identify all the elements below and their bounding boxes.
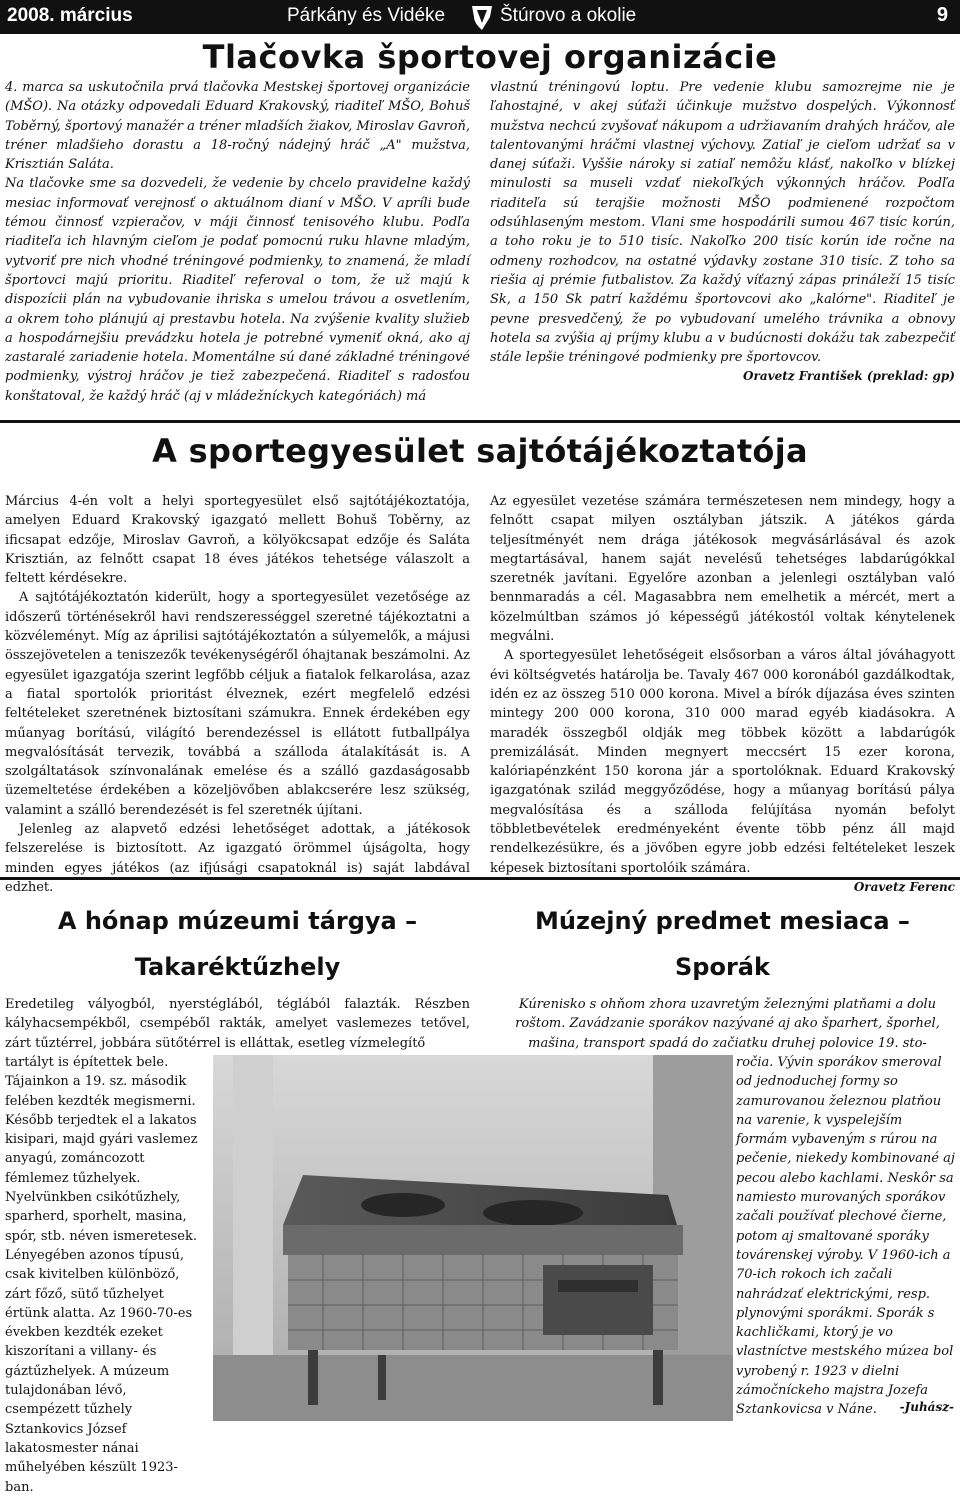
museum-sk-title-line: Múzejný predmet mesiaca – xyxy=(535,907,910,935)
museum-hu-text: tartályt is építettek bele. Tájainkon a 19. sz. második felében kezdték megismerni. Később terjedtek el a lakatos kisipari, majd gyári vaslemez anyagú, zománcozott fémlemez tűzhelyek. Nyelvünkben csikótűzhely, sparherd, sporhelt, masina, spór, stb. néven ismeretesek. Lényegében azonos típusú, csak kivitelben különböző, zárt főző, sütő tűzhelyet értünk alatta. Az 1960-70-es években kezdték ezeket kiszorítani a villany- és gáztűzhelyek. A múzeum tulajdonában lévő, csempézett tűzhely Sztankovics József lakatosmester nánai műhelyében készült 1923-ban. xyxy=(5,1055,198,1495)
sk-article-right-column xyxy=(490,78,955,387)
museum-hu-title-line: Takaréktűzhely xyxy=(134,953,341,981)
newspaper-title-hu: Párkány és Vidéke xyxy=(287,5,446,26)
newspaper-title-sk: Štúrovo a okolie xyxy=(500,5,637,26)
hu-paragraph: Március 4-én volt a helyi sportegyesület első sajtótájékoztatója, amelyen Eduard Krakovský igazgató mellett Bohuš Toběrny, az ificsapat edzője, Miroslav Gavroň, a kölyökcsapat edzője és Saláta Krisztián, az felnőtt csapat 18 éves játékos tehetsége válaszolt a feltett kérdésekre. xyxy=(5,494,470,587)
hu-paragraph: Az egyesület vezetése számára természetesen nem mindegy, hogy a felnőtt csapat milyen osztályban játszik. A játékos gárda teljesítményét nem drága játékosok megvásárlásával és azok megtartásával, hanem saját nevelésű tehetséges labdarúgókkal szeretnék javítani. Egyelőre azonban a jelenlegi osztályban való bennmaradás a cél. Magasabbra nem emelhetik a mércét, mert a közelmúltban számos jó képességű játékostól voltak kénytelenek megválni. xyxy=(490,494,955,645)
museum-sk-title xyxy=(490,898,955,990)
stove-photo-illustration xyxy=(213,1055,733,1421)
section-divider xyxy=(0,877,960,880)
hu-article-right-column xyxy=(490,492,955,897)
hu-article-title: A sportegyesület sajtótájékoztatója xyxy=(152,432,808,470)
museum-hu-title xyxy=(5,898,470,990)
museum-sk-intro: Kúrenisko s ohňom zhora uzavretým železnými platňami a dolu roštom. Zavádzanie sporákov nazývané aj ako šparhert, šporhel, mašina, transport spadá do začiatku druhej polovice 19. sto- xyxy=(515,997,940,1051)
museum-sk-text: ročia. Vývin sporákov smeroval od jednoduchej formy so zamurovanou železnou platňou na varenie, k vyspelejším formám vybaveným s rúrou na pečenie, niekedy kombinované aj pecou alebo kachlami. Neskôr sa namiesto murovaných sporákov začali používať plechové čierne, potom aj smaltované sporáky továrenskej výroby. V 1960-ich a 70-ich rokoch ich začali nahrádzať elektrickými, resp. plynovými sporákmi. Sporák s kachličkami, ktorý je vo vlastníctve mestského múzea bol vyrobený r. 1923 v dielni zámočníckeho majstra Jozefa Sztankovicsa v Náne. xyxy=(736,1055,955,1418)
sk-paragraph: Na tlačovke sme sa dozvedeli, že vedenie by chcelo pravidelne každý mesiac informovať verejnosť o aktuálnom dianí v MŠO. V apríli bude témou činnosť vzpieračov, v máji činnosť tenisového klubu. Podľa riaditeľa ich hlavným cieľom je podať pomocnú ruku hlavne mladým, vytvoriť pre nich vhodné tréningové podmienky, to znamená, že mladí športovci majú prioritu. Riaditeľ referoval o tom, že už majú k dispozícii plán na vybudovanie ihriska s umelou trávou a osvetlením, a okrem toho plánujú aj prestavbu hotela. Na zvýšenie kvality služieb a hospodárnejšiu prevádzku hotela je potrebné vymeniť okná, ako aj zastaralé zariadenie hotela. Momentálne sú dané základné tréningové podmienky, výstroj hráčov je tiež zabezpečená. Riaditeľ s radosťou konštatoval, že každý hráč (aj v mládežníckych kategóriách) má xyxy=(5,176,470,404)
page-header xyxy=(0,0,960,34)
museum-sk-title-line: Sporák xyxy=(675,953,770,981)
hu-paragraph: A sajtótájékoztatón kiderült, hogy a sportegyesület vezetősége az időszerű történésekről havi rendszerességgel szeretné tájékoztatni a közvéleményt. Míg az áprilisi sajtótájékoztatón a súlyemelők, a májusi összejövetelen a teniszezők tevékenységéről óhajtanak beszámolni. Az egyesület igazgatója szerint legfőbb céljuk a fiatalok felkarolása, azaz a fiatal sportolók prioritást élveznek, ezért megfelelő edzési feltételeket szeretnének biztosítani számukra. Ennek érdekében egy műanyag borítású, világító berendezéssel is ellátott futballpálya megvalósítását tervezik, továbbá a szálloda átalakítását is. A szolgáltatások színvonalának emelése és a szálló gazdaságosabb üzemeltetése érdekében a közeljövőben ablakcserére lesz szükség, valamint a szálló berendezését is fel szeretnék újítani. xyxy=(5,590,470,818)
sk-article-signature: Oravetz František (preklad: gp) xyxy=(743,369,955,384)
museum-hu-intro: Eredetileg vályogból, nyerstéglából, téglából falazták. Részben kályhacsempékből, csempéből rakták, amelyet vaslemezes tetővel, zárt tűztérrel, jobbára sütőtérrel is elláttak, esetleg vízmelegítő xyxy=(5,997,470,1051)
crest-icon xyxy=(469,3,495,31)
page-number: 9 xyxy=(936,4,948,26)
sk-paragraph: vlastnú tréningovú loptu. Pre vedenie klubu samozrejme nie je ľahostajné, v akej súťaži účinkuje mužstvo dospelých. Výkonnosť mužstva nechcú zvyšovať nákupom a udržiavaním drahých hráčov, ale talentovanými hráčmi vlastnej výchovy. Zatiaľ je cieľom udržať sa v danej súťaži. Vyššie nároky si zatiaľ nemôžu klásť, nakoľko v blízkej minulosti sa museli vzdať niekoľkých výkonných hráčov. Podľa riaditeľa sú terajšie možnosti MŠO podmienené rozpočtom odsúhlaseným mestom. Vlani sme hospodárili sumou 467 tisíc korún, a toho roku je to 510 tisíc. Nakoľko 200 tisíc korún ide ročne na odmeny rozhodcov, na ostatné výdavky zostane 310 tisíc. Z toho sa riešia aj prémie futbalistov. Za každý víťazný zápas prináleží 15 tisíc Sk, a 150 Sk patrí každému športovcovi ako „kalórne". Riaditeľ je pevne presvedčený, že po vybudovaní umelého trávnika a obnovy hotela sa zvýšia aj príjmy klubu a v budúcnosti dokážu tak zabezpečiť stále lepšie tréningové podmienky pre športovcov. xyxy=(490,80,955,366)
hu-paragraph: A sportegyesület lehetőségeit elsősorban a város által jóváhagyott évi költségvetés határolja be. Tavaly 467 000 koronából gazdálkodtak, idén ez az összeg 510 000 korona. Mivel a bírók díjazása éves szinten mintegy 200 000 korona, 310 000 marad egyéb kiadásokra. A maradék összegből oldják meg többek között a labdarúgók premizálását. Minden megnyert meccsért 15 ezer korona, kalóriapénzként 150 korona jár a sportolóknak. Eduard Krakovský igazgatónak szilád meggyőződése, hogy a műanyag borítású pálya megvalósítása és a szálloda felújítása nyomán befolyt többletbevételek eredményeként évente több pénz áll majd rendelkezésükre, és a jövőben egyre jobb edzési feltételeket leszek képesek biztosítani sportolóik számára. xyxy=(490,648,955,876)
museum-hu-title-line: A hónap múzeumi tárgya – xyxy=(57,907,418,935)
hu-paragraph: Jelenleg az alapvető edzési lehetőséget adottak, a játékosok felszerelése is biztosított. Az igazgató örömmel újságolta, hogy minden egyes játékos (az ifjúsági csapatoknál is) saját labdával edzhet. xyxy=(5,822,470,895)
hu-article-signature: Oravetz Ferenc xyxy=(853,879,955,894)
sk-article-title: Tlačovka športovej organizácie xyxy=(202,38,778,76)
sk-article-left-column xyxy=(5,78,470,406)
sk-paragraph: 4. marca sa uskutočnila prvá tlačovka Mestskej športovej organizácie (MŠO). Na otázky odpovedali Eduard Krakovský, riaditeľ MŠO, Bohuš Toběrný, športový manažér a tréner mladších žiakov, Miroslav Gavroň, tréner mladšieho dorastu a 18-ročný nádejný hráč „A" mužstva, Krisztián Saláta. xyxy=(5,80,470,173)
section-divider xyxy=(0,420,960,423)
museum-signature: -Juhász- xyxy=(899,1400,954,1414)
stove-photo xyxy=(213,1055,733,1421)
issue-date: 2008. március xyxy=(3,4,139,29)
hu-article-left-column xyxy=(5,492,470,897)
